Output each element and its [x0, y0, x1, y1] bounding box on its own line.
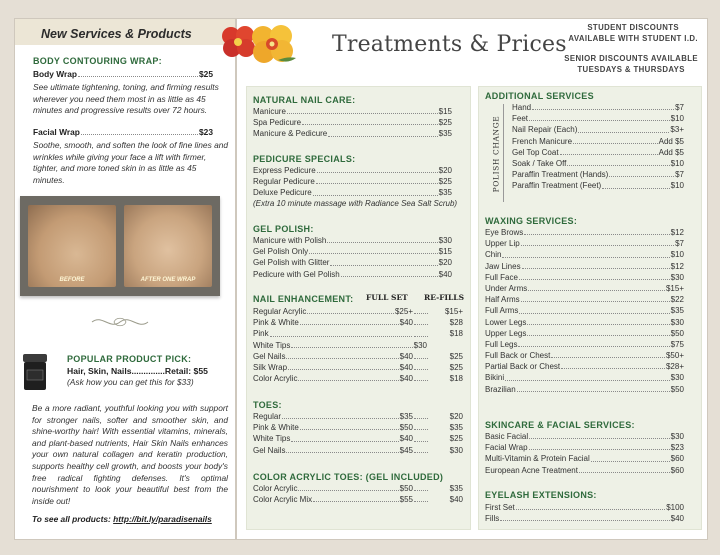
service-price: $35	[399, 412, 413, 421]
hibiscus-flower-icon	[218, 20, 298, 66]
gel-polish-heading: GEL POLISH:	[253, 224, 314, 234]
leader-dots	[300, 317, 399, 325]
service-price: $25	[438, 118, 452, 128]
leader-dots	[291, 433, 398, 441]
leader-dots	[524, 227, 669, 235]
price-row	[253, 340, 463, 351]
service-price: $35	[438, 129, 452, 139]
leader-dots	[521, 294, 670, 302]
service-price: $15	[438, 107, 452, 116]
service-price: $55	[399, 495, 413, 505]
price-row	[253, 257, 452, 268]
service-label: Soak / Take Off	[512, 158, 567, 168]
service-price: $7	[675, 239, 684, 249]
leader-dots	[518, 339, 669, 347]
product-pick-heading: POPULAR PRODUCT PICK:	[67, 354, 192, 364]
service-label: Facial Wrap	[485, 443, 528, 453]
refill-price: $18	[449, 374, 463, 384]
service-label: Gel Polish with Glitter	[253, 258, 330, 268]
body-wrap-description: See ultimate tightening, toning, and firming results wherever you need them most in as little as 45 minutes and progressive results over 72 hours.	[33, 82, 219, 116]
price-row	[485, 249, 684, 260]
leader-dots	[502, 249, 669, 257]
service-price: $10	[670, 250, 684, 260]
leader-dots	[505, 372, 670, 380]
leader-dots	[528, 283, 665, 291]
toes-list	[253, 411, 463, 456]
nail-enhancement-list	[253, 306, 463, 384]
price-row	[253, 373, 463, 384]
service-label: Chin	[485, 250, 502, 260]
service-label: First Set	[485, 503, 515, 512]
pedicure-heading: PEDICURE SPECIALS:	[253, 154, 356, 164]
price-row	[253, 128, 452, 139]
leader-dots	[328, 128, 437, 136]
price-row	[253, 328, 463, 339]
service-label: Hand	[512, 103, 532, 112]
product-description: Be a more radiant, youthful looking you with support for stronger nails, softer and smoother skin, and shine-worthy hair! With essential vitamins, minerals, and plant-based nutrients, Hair Skin Nails enhances your own natural collagen and keratin production, supports healthy cell growth, and boosts your body's free radical fighting defenses. It's optimal nourishment to look your beautiful best from the inside out!	[32, 403, 228, 506]
leader-dots	[414, 351, 428, 359]
skincare-list	[485, 431, 684, 476]
service-price: $22	[670, 295, 684, 305]
service-label: Regular Acrylic	[253, 307, 307, 316]
service-label: Gel Nails	[253, 445, 286, 455]
after-label: AFTER ONE WRAP	[140, 277, 196, 283]
service-price: $50	[670, 328, 684, 338]
service-price: $50	[399, 423, 413, 433]
senior-discount-line2: TUESDAYS & THURSDAYS	[577, 65, 685, 74]
price-row	[253, 306, 463, 317]
service-label: Lower Legs	[485, 317, 527, 327]
leader-dots	[591, 453, 670, 461]
service-label: Manicure	[253, 107, 286, 116]
price-row	[253, 411, 463, 422]
leader-dots	[609, 169, 674, 177]
price-row	[253, 317, 463, 328]
eyelash-list	[485, 502, 684, 524]
service-price: $50+	[665, 351, 684, 361]
service-label: Upper Legs	[485, 328, 527, 338]
service-price: $100	[666, 503, 684, 512]
leader-dots	[298, 373, 398, 381]
skincare-heading: SKINCARE & FACIAL SERVICES:	[485, 420, 635, 430]
service-label: Manicure & Pedicure	[253, 129, 328, 139]
leader-dots	[341, 269, 438, 277]
leader-dots	[313, 187, 438, 195]
service-price: $30	[670, 317, 684, 327]
service-price: $30	[670, 432, 684, 441]
service-price: $60	[670, 454, 684, 464]
service-label: Deluxe Pedicure	[253, 188, 312, 198]
price-row	[253, 165, 452, 176]
service-label: Paraffin Treatment (Feet)	[512, 181, 602, 191]
leader-dots	[522, 261, 670, 269]
price-row	[485, 227, 684, 238]
body-wrap-heading: BODY CONTOURING WRAP:	[33, 56, 162, 66]
additional-services-list	[512, 102, 684, 192]
price-row	[485, 431, 684, 442]
service-price: $12	[670, 228, 684, 237]
service-price: $35	[438, 188, 452, 198]
leader-dots	[288, 362, 399, 370]
price-row	[485, 442, 684, 453]
body-wrap-line	[33, 69, 213, 80]
senior-discount	[564, 53, 698, 75]
service-price: $7	[675, 103, 684, 112]
refills-header: RE-FILLS	[424, 293, 464, 302]
service-price: $30	[413, 340, 427, 350]
leader-dots	[317, 165, 438, 173]
price-row	[485, 305, 684, 316]
price-row	[253, 106, 452, 117]
service-label: Partial Back or Chest	[485, 362, 561, 372]
service-label: French Manicure	[512, 136, 573, 146]
leader-dots	[560, 147, 658, 155]
service-label: Full Face	[485, 272, 518, 282]
pedicure-list	[253, 165, 452, 199]
service-price: $50	[670, 384, 684, 394]
service-price: $25+	[394, 307, 413, 316]
body-wrap-label: Body Wrap	[33, 69, 78, 79]
leader-dots	[307, 306, 394, 314]
leader-dots	[414, 411, 428, 419]
service-price: $10	[670, 158, 684, 168]
leader-dots	[527, 328, 669, 336]
color-acrylic-toes-heading: COLOR ACRYLIC TOES: (GEL INCLUDED)	[253, 472, 444, 482]
leader-dots	[414, 328, 428, 336]
service-label: White Tips	[253, 434, 291, 444]
body-wrap-price: $25	[199, 69, 213, 79]
service-label: Jaw Lines	[485, 261, 521, 271]
price-row	[485, 261, 684, 272]
polish-change-label	[490, 108, 502, 200]
student-discount-line2: AVAILABLE WITH STUDENT I.D.	[568, 34, 698, 43]
service-label: Silk Wrap	[253, 362, 288, 372]
service-label: Bikini	[485, 373, 505, 383]
service-price: $40	[399, 362, 413, 372]
products-link[interactable]: http://bit.ly/paradisenails	[113, 514, 212, 524]
price-row	[485, 502, 684, 513]
service-label: Gel Polish Only	[253, 247, 309, 257]
leader-dots	[78, 69, 198, 77]
facial-wrap-description: Soothe, smooth, and soften the look of fine lines and wrinkles while giving your face a lift with firmer, tighter, and more toned skin in as little as 45 minutes.	[33, 140, 229, 185]
service-label: Pink & White	[253, 318, 299, 328]
polish-change-text: POLISH CHANGE	[491, 115, 501, 193]
service-price: $40	[399, 374, 413, 384]
refill-price: $40	[449, 495, 463, 505]
price-row	[485, 339, 684, 350]
service-label: Under Arms	[485, 283, 528, 293]
natural-nail-list	[253, 106, 452, 140]
price-row	[253, 235, 452, 246]
price-row	[253, 483, 463, 494]
service-price: $23	[670, 443, 684, 453]
nail-enhancement-heading: NAIL ENHANCEMENT:	[253, 294, 354, 304]
price-row	[253, 187, 452, 198]
price-row	[512, 147, 684, 158]
service-price: $10	[670, 181, 684, 191]
service-price: $40	[438, 269, 452, 279]
service-label: Multi-Vitamin & Protein Facial	[485, 454, 590, 464]
service-label: Nail Repair (Each)	[512, 125, 578, 135]
leader-dots	[316, 176, 438, 184]
refill-price: $28	[449, 318, 463, 328]
waxing-list	[485, 227, 684, 395]
price-row	[253, 117, 452, 128]
facial-wrap-line	[33, 127, 213, 138]
leader-dots	[519, 272, 670, 280]
refill-price: $20	[449, 412, 463, 421]
service-label: Spa Pedicure	[253, 118, 302, 128]
service-label: Brazilian	[485, 384, 516, 394]
service-label: Pink	[253, 329, 269, 339]
refill-price: $18	[449, 329, 463, 339]
price-row	[485, 465, 684, 476]
price-row	[512, 180, 684, 191]
refill-price: $25	[449, 362, 463, 372]
service-label: Gel Top Coat	[512, 147, 559, 157]
leader-dots	[287, 106, 438, 114]
service-price: $60	[670, 465, 684, 475]
leader-dots	[414, 317, 428, 325]
price-row	[253, 445, 463, 456]
price-row	[253, 494, 463, 505]
leader-dots	[414, 494, 428, 502]
leader-dots	[517, 384, 670, 392]
service-price: $25	[438, 177, 452, 187]
service-label: Color Acrylic Mix	[253, 495, 313, 505]
service-price: Add $5	[658, 136, 684, 146]
price-row	[485, 384, 684, 395]
service-label: Pink & White	[253, 423, 299, 433]
service-label: Color Acrylic	[253, 484, 298, 493]
page-title: Treatments & Prices	[332, 32, 567, 57]
toes-heading: TOES:	[253, 400, 282, 410]
leader-dots	[527, 317, 669, 325]
service-price: $15+	[665, 283, 684, 293]
service-price: $35	[670, 306, 684, 316]
service-label: Full Legs	[485, 339, 518, 349]
product-jar-icon	[21, 352, 49, 392]
price-row	[253, 269, 452, 280]
pedicure-note: (Extra 10 minute massage with Radiance Sea Salt Scrub)	[253, 199, 458, 208]
student-discount	[568, 22, 698, 44]
leader-dots	[529, 442, 670, 450]
leader-dots	[414, 373, 428, 381]
leader-dots	[81, 127, 198, 135]
facial-wrap-price: $23	[199, 127, 213, 137]
leader-dots	[270, 328, 412, 336]
leader-dots	[298, 483, 398, 491]
price-row	[512, 102, 684, 113]
leader-dots	[330, 257, 437, 265]
service-label: Fills	[485, 514, 500, 524]
leader-dots	[521, 238, 674, 246]
service-price: $75	[670, 339, 684, 349]
waxing-heading: WAXING SERVICES:	[485, 216, 578, 226]
sidebar-header	[15, 19, 235, 45]
service-label: Express Pedicure	[253, 166, 316, 175]
leader-dots	[309, 246, 438, 254]
leader-dots	[414, 362, 428, 370]
senior-discount-line1: SENIOR DISCOUNTS AVAILABLE	[564, 54, 698, 63]
service-price: $28+	[665, 362, 684, 372]
service-price: $20	[438, 166, 452, 175]
price-row	[485, 317, 684, 328]
service-label: Half Arms	[485, 295, 520, 305]
service-label: Regular	[253, 412, 282, 421]
service-label: Full Arms	[485, 306, 519, 316]
service-label: Paraffin Treatment (Hands)	[512, 170, 609, 180]
service-price: $7	[675, 170, 684, 180]
service-price: $40	[399, 434, 413, 444]
price-row	[253, 422, 463, 433]
service-label: Full Back or Chest	[485, 351, 551, 361]
service-price: $40	[399, 318, 413, 328]
see-all-label: To see all products:	[32, 514, 111, 524]
leader-dots	[500, 513, 669, 521]
price-row	[485, 272, 684, 283]
service-label: Manicure with Polish	[253, 236, 327, 245]
service-label: Basic Facial	[485, 432, 529, 441]
polish-change-bracket	[503, 104, 508, 202]
before-image	[28, 205, 116, 287]
service-label: Color Acrylic	[253, 374, 298, 384]
leader-dots	[327, 235, 437, 243]
service-price: $15	[438, 247, 452, 257]
after-image	[124, 205, 212, 287]
swirl-divider-icon	[90, 312, 150, 332]
refill-price: $15+	[444, 307, 463, 316]
price-row	[253, 246, 452, 257]
price-row	[485, 453, 684, 464]
before-after-photo	[20, 196, 220, 296]
service-price: $10	[670, 114, 684, 124]
full-set-header: FULL SET	[366, 293, 408, 302]
leader-dots	[516, 502, 665, 510]
leader-dots	[532, 102, 674, 110]
before-label: BEFORE	[59, 277, 85, 283]
see-all-products	[32, 514, 212, 524]
service-label: Regular Pedicure	[253, 177, 315, 187]
leader-dots	[529, 431, 670, 439]
leader-dots	[414, 483, 428, 491]
color-acrylic-toes-list	[253, 483, 463, 505]
price-row	[512, 158, 684, 169]
facial-wrap-label: Facial Wrap	[33, 127, 80, 137]
service-label: Pedicure with Gel Polish	[253, 269, 340, 279]
leader-dots	[282, 411, 399, 419]
leader-dots	[414, 306, 428, 314]
leader-dots	[602, 180, 669, 188]
price-row	[253, 176, 452, 187]
leader-dots	[519, 305, 669, 313]
service-label: Feet	[512, 114, 529, 124]
service-price: $12	[670, 261, 684, 271]
leader-dots	[414, 445, 428, 453]
refill-price: $25	[449, 434, 463, 444]
refill-price	[429, 340, 463, 351]
service-price: $20	[438, 258, 452, 268]
service-price: Add $5	[658, 147, 684, 157]
service-price: $40	[670, 514, 684, 524]
service-price: $40	[399, 351, 413, 361]
service-label: Upper Lip	[485, 239, 520, 249]
student-discount-line1: STUDENT DISCOUNTS	[587, 23, 680, 32]
price-row	[253, 433, 463, 444]
leader-dots	[313, 494, 399, 502]
eyelash-heading: EYELASH EXTENSIONS:	[485, 490, 597, 500]
product-line: Hair, Skin, Nails..............Retail: $55	[67, 366, 208, 376]
price-row	[485, 361, 684, 372]
service-label: White Tips	[253, 340, 291, 350]
leader-dots	[414, 433, 428, 441]
price-row	[485, 238, 684, 249]
leader-dots	[286, 445, 398, 453]
natural-nail-heading: NATURAL NAIL CARE:	[253, 95, 356, 105]
service-label: Eye Brows	[485, 228, 524, 237]
refill-price: $35	[449, 484, 463, 493]
price-row	[512, 113, 684, 124]
price-row	[485, 283, 684, 294]
price-row	[512, 169, 684, 180]
service-price: $30	[670, 373, 684, 383]
leader-dots	[573, 136, 658, 144]
leader-dots	[551, 350, 665, 358]
service-price: $3+	[670, 125, 684, 135]
refill-price: $35	[449, 423, 463, 433]
price-row	[512, 136, 684, 147]
price-row	[485, 350, 684, 361]
price-row	[512, 124, 684, 135]
service-price: $30	[438, 236, 452, 245]
leader-dots	[300, 422, 399, 430]
service-label: European Acne Treatment	[485, 465, 578, 475]
price-row	[253, 362, 463, 373]
service-label: Gel Nails	[253, 351, 286, 361]
gel-polish-list	[253, 235, 452, 280]
leader-dots	[567, 158, 669, 166]
leader-dots	[302, 117, 438, 125]
leader-dots	[414, 422, 428, 430]
price-row	[485, 328, 684, 339]
price-row	[485, 294, 684, 305]
price-row	[485, 372, 684, 383]
price-row	[485, 513, 684, 524]
leader-dots	[291, 340, 412, 348]
refill-price: $30	[449, 445, 463, 455]
service-price: $30	[670, 272, 684, 282]
price-row	[253, 351, 463, 362]
leader-dots	[561, 361, 665, 369]
additional-services-heading: ADDITIONAL SERVICES	[485, 91, 594, 101]
leader-dots	[286, 351, 398, 359]
leader-dots	[578, 124, 669, 132]
sidebar-title: New Services & Products	[41, 27, 192, 41]
leader-dots	[529, 113, 670, 121]
service-price: $45	[399, 445, 413, 455]
product-note: (Ask how you can get this for $33)	[67, 377, 194, 387]
leader-dots	[579, 465, 670, 473]
service-price: $50	[399, 484, 413, 493]
refill-price: $25	[449, 351, 463, 361]
